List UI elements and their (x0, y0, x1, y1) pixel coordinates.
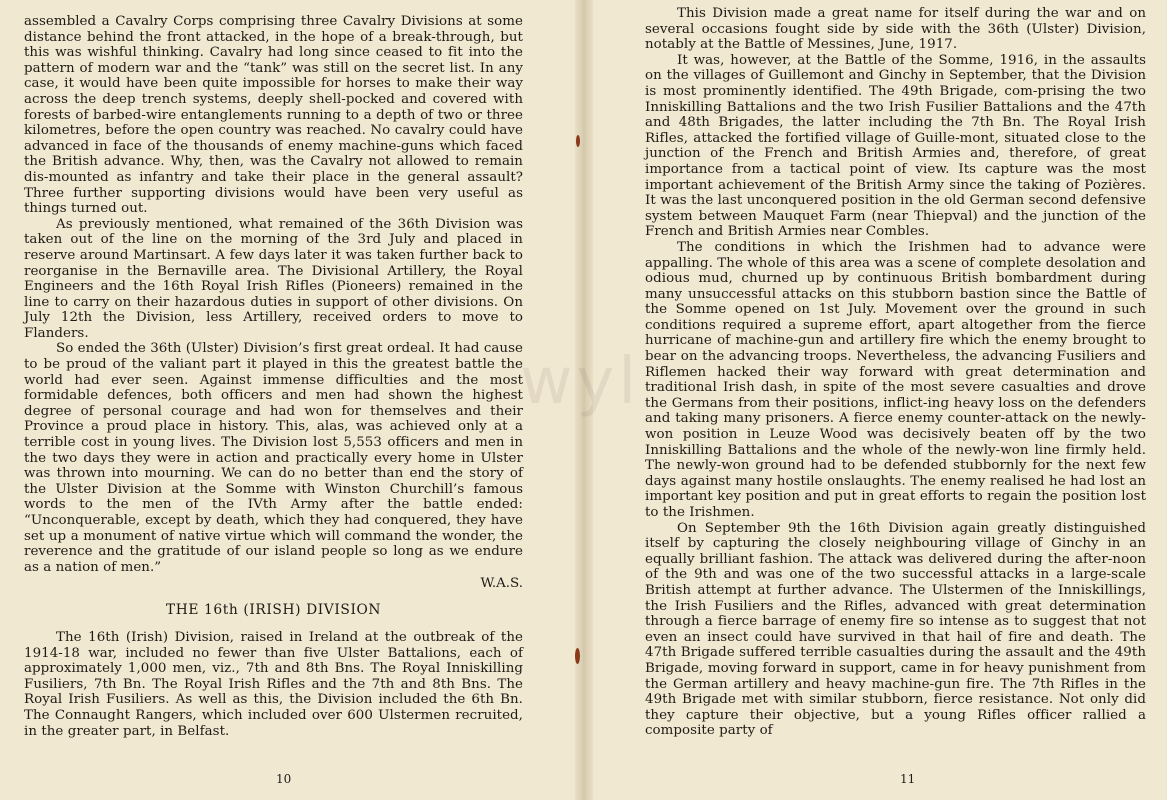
paragraph: As previously mentioned, what remained of the 36th Division was taken out of the line on the morning of the 3rd July and placed in reserve around Martinsart. A few days later it was taken further back to reorganise in the Bernaville area. The Divisional Artillery, the Royal Engineers and the 16th Royal Irish Rifles (Pioneers) remained in the line to carry on their hazardous duties in support of other divisions. On July 12th the Division, less Artillery, received orders to move to Flanders. (24, 216, 523, 341)
section-heading: THE 16th (IRISH) DIVISION (165, 601, 382, 618)
paragraph: On September 9th the 16th Division again greatly distinguished itself by capturing the closely neighbouring village of Ginchy in an equally brilliant fashion. The attack was delivered during the after-noon of the 9th and was one of the two successful attacks in a large-scale British attempt at further advance. The Ulstermen of the Inniskillings, the Irish Fusiliers and the Rifles, advanced with great determination through a fierce barrage of enemy fire so intense as to suggest that not even an insect could have survived in that hail of fire and death. The 47th Brigade suffered terrible casualties during the assault and the 49th Brigade, moving forward in support, came in for heavy punishment from the German artillery and heavy machine-gun fire. The 7th Rifles in the 49th Brigade met with similar stubborn, fierce resistance. Not only did they capture their objective, but a young Rifles officer rallied a composite party of (645, 520, 1146, 739)
paragraph: assembled a Cavalry Corps comprising three Cavalry Divisions at some distance behind the front attacked, in the hope of a break-through, but this was wishful thinking. Cavalry had long since ceased to fit into the pattern of modern war and the “tank” was still on the secret list. In any case, it would have been quite impossible for horses to make their way across the deep trench systems, deeply shell-pocked and covered with forests of barbed-wire entanglements running to a depth of two or three kilometres, before the open country was reached. No cavalry could have advanced in face of the thousands of enemy machine-guns which faced the British advance. Why, then, was the Cavalry not allowed to remain dis-mounted as infantry and take their place in the general assault? Three further supporting divisions would have been very useful as things turned out. (24, 14, 523, 217)
paragraph: The conditions in which the Irishmen had to advance were appalling. The whole of this area was a scene of complete desolation and odious mud, churned up by continuous British bombardment during many unsuccessful attacks on this stubborn bastion since the Battle of the Somme opened on 1st July. Movement over the ground in such conditions required a supreme effort, apart altogether from the fierce hurricane of machine-gun and artillery fire which the enemy brought to bear on the advancing troops. Nevertheless, the advancing Fusiliers and Riflemen hacked their way forward with great determination and traditional Irish dash, in spite of the most severe casualties and drove the Germans from their positions, inflict-ing heavy loss on the defenders and taking many prisoners. A fierce enemy counter-attack on the newly-won position in Leuze Wood was decisively beaten off by the two Inniskilling Battalions and the whole of the newly-won line firmly held. The newly-won ground had to be defended stubbornly for the next few days against many hostile onslaughts. The enemy realised he had lost an important key position and put in great efforts to regain the position lost to the Irishmen. (645, 239, 1146, 520)
right-page (583, 0, 1166, 800)
staple-mark (575, 648, 580, 664)
book-gutter (575, 0, 593, 800)
paragraph: The 16th (Irish) Division, raised in Ireland at the outbreak of the 1914-18 war, included no fewer than five Ulster Battalions, each of approximately 1,000 men, viz., 7th and 8th Bns. The Royal Inniskilling Fusiliers, 7th Bn. The Royal Irish Rifles and the 7th and 8th Bns. The Royal Irish Fusiliers. As well as this, the Division included the 6th Bn. The Connaught Rangers, which included over 600 Ulstermen recruited, in the greater part, in Belfast. (24, 629, 523, 739)
staple-mark (576, 135, 580, 147)
page-number: 11 (900, 772, 916, 786)
left-page (0, 0, 583, 800)
left-page-text (24, 14, 523, 575)
page-number: 10 (276, 772, 292, 786)
author-signature: W.A.S. (480, 576, 523, 592)
paragraph: It was, however, at the Battle of the Somme, 1916, in the assaults on the villages of Guillemont and Ginchy in September, that the Division is most prominently identified. The 49th Brigade, com-prising the two Inniskilling Battalions and the two Irish Fusilier Battalions and the 47th and 48th Brigades, the latter including the 7th Bn. The Royal Irish Rifles, attacked the fortified village of Guille-mont, situated close to the junction of the French and British Armies and, therefore, of great importance from a tactical point of view. Its capture was the most important achievement of the British Army since the taking of Pozières. It was the last unconquered position in the old German second defensive system between Mauquet Farm (near Thiepval) and the junction of the French and British Armies near Combles. (645, 52, 1146, 240)
paragraph: So ended the 36th (Ulster) Division’s first great ordeal. It had cause to be proud of the valiant part it played in this the greatest battle the world had ever seen. Against immense difficulties and the most formidable defences, both officers and men had shown the highest degree of personal courage and had won for themselves and their Province a proud place in history. This, alas, was achieved only at a terrible cost in young lives. The Division lost 5,553 officers and men in the two days they were in action and practically every home in Ulster was thrown into mourning. We can do no better than end the story of the Ulster Division at the Somme with Winston Churchill’s famous words to the men of the IVth Army after the battle ended: “Unconquerable, except by death, which they had conquered, they have set up a monument of native virtue which will command the wonder, the reverence and the gratitude of our island people so long as we endure as a nation of men.” (24, 341, 523, 575)
section-text (24, 630, 523, 739)
paragraph: This Division made a great name for itself during the war and on several occasions fought side by side with the 36th (Ulster) Division, notably at the Battle of Messines, June, 1917. (645, 6, 1146, 53)
right-page-text (645, 6, 1146, 739)
